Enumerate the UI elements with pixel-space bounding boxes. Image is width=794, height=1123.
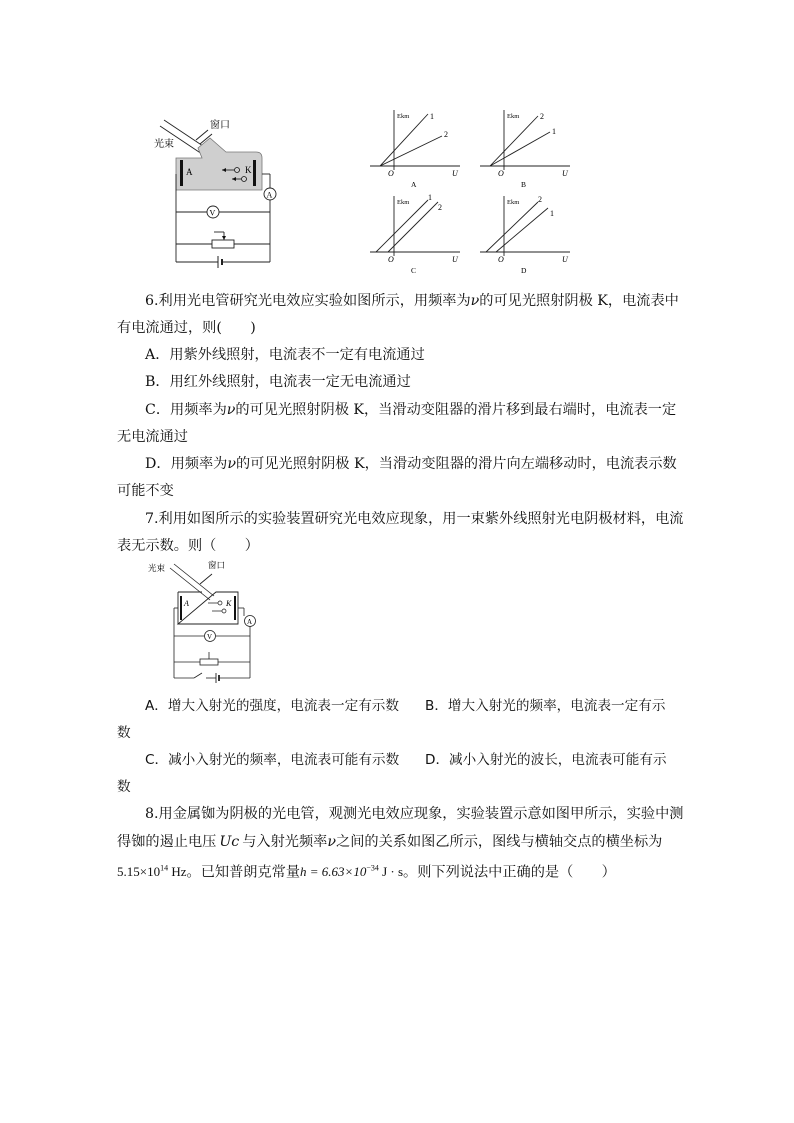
q7-option-b-cont: 数 <box>117 725 131 741</box>
y-axis-label: Ekm <box>397 199 410 206</box>
light-beam-label: 光束 <box>148 563 166 573</box>
x-axis-label: U <box>452 169 458 178</box>
line-1-label: 1 <box>550 209 554 218</box>
q6-option-b: B．用红外线照射，电流表一定无电流通过 <box>145 374 411 390</box>
y-axis-label: Ekm <box>507 199 520 206</box>
panel-label: B <box>521 180 527 189</box>
graph-panel-a <box>366 104 472 190</box>
q6-stem-line-1: 6.利用光电管研究光电效应实验如图所示，用频率为ν的可见光照射阴极 K，电流表中 <box>145 293 679 309</box>
q6-stem-line-2: 有电流通过，则( ) <box>117 320 256 336</box>
origin-label: O <box>388 255 394 264</box>
stopping-voltage-symbol: Uc <box>219 834 240 850</box>
q6-option-a: A．用紫外线照射，电流表不一定有电流通过 <box>145 347 425 363</box>
q8-stem-line-2: 得铷的遏止电压 Uc 与入射光频率ν之间的关系如图乙所示，图线与横轴交点的横坐标为 <box>117 834 663 850</box>
y-axis-label: Ekm <box>507 113 520 120</box>
cutoff-frequency-value: $5.15\times 10^{14}$ Hz <box>117 864 187 880</box>
anode-label: A <box>186 167 193 177</box>
cathode-label: K <box>245 165 252 175</box>
q6-option-c-line-1: C．用频率为ν的可见光照射阴极 K，当滑动变阻器的滑片移到最右端时，电流表一定 <box>145 402 677 418</box>
q7-option-c: C．减小入射光的频率，电流表可能有示数 <box>145 752 400 768</box>
origin-label: O <box>388 169 394 178</box>
x-axis-label: U <box>452 255 458 264</box>
light-beam-label: 光束 <box>154 139 174 150</box>
planck-constant-value: $h = 6.63\times 10^{-34}$ J · s <box>300 864 404 880</box>
q6-option-c-line-2: 无电流通过 <box>117 429 188 445</box>
origin-label: O <box>498 255 504 264</box>
voltmeter-label: V <box>209 208 216 218</box>
line-2-label: 2 <box>540 112 544 121</box>
panel-label: C <box>411 266 417 275</box>
rheostat <box>212 240 234 248</box>
y-axis-label: Ekm <box>397 113 410 120</box>
q6-option-d-line-1: D．用频率为ν的可见光照射阴极 K，当滑动变阻器的滑片向左端移动时，电流表示数 <box>145 456 677 472</box>
q7-circuit-figure <box>144 560 264 684</box>
origin-label: O <box>498 169 504 178</box>
nu-symbol: ν <box>327 834 336 850</box>
photocell-circuit-figure <box>150 112 290 272</box>
graph-panel-d <box>476 190 582 276</box>
graph-panel-c <box>366 190 472 276</box>
line-1-label: 1 <box>552 127 556 136</box>
q7-option-d: D．减小入射光的波长，电流表可能有示 <box>425 752 667 768</box>
panel-label: A <box>411 180 417 189</box>
line-2-label: 2 <box>538 195 542 204</box>
nu-symbol: ν <box>226 402 236 418</box>
line-1-label: 1 <box>430 112 434 121</box>
graph-panel-b <box>476 104 582 190</box>
cathode-plate <box>253 160 256 186</box>
q6-option-d-line-2: 可能不变 <box>117 483 174 499</box>
x-axis-label: U <box>562 169 568 178</box>
ammeter-label: A <box>247 618 253 626</box>
anode-label: A <box>184 599 189 608</box>
q7-option-d-cont: 数 <box>117 779 131 795</box>
graph-options <box>366 104 578 276</box>
x-axis-label: U <box>562 255 568 264</box>
line-2-label: 2 <box>438 203 442 212</box>
nu-symbol: ν <box>470 293 480 309</box>
q7-stem-line-2: 表无示数。则（ ） <box>117 538 259 554</box>
ammeter-label: A <box>266 190 273 200</box>
anode-plate <box>180 160 183 186</box>
nu-symbol: ν <box>227 456 236 472</box>
q8-stem-line-1: 8.用金属铷为阴极的光电管，观测光电效应现象，实验装置示意如图甲所示，实验中测 <box>145 806 684 822</box>
q7-option-a: A．增大入射光的强度，电流表一定有示数 <box>145 698 399 714</box>
line-2-label: 2 <box>444 130 448 139</box>
panel-label: D <box>521 266 527 275</box>
q7-stem-line-1: 7.利用如图所示的实验装置研究光电效应现象，用一束紫外线照射光电阴极材料，电流 <box>145 511 684 527</box>
window-label: 窗口 <box>210 120 230 131</box>
cathode-label: K <box>226 599 232 608</box>
voltmeter-label: V <box>207 633 213 641</box>
line-1-label: 1 <box>428 193 432 202</box>
q7-option-b: B．增大入射光的频率，电流表一定有示 <box>425 698 666 714</box>
window-label: 窗口 <box>208 560 226 570</box>
q8-stem-line-3: $5.15\times 10^{14}$ Hz。已知普朗克常量$h = 6.63\times 10^{-34}$ J · s。则下列说法中正确的是（ ） <box>117 864 616 881</box>
